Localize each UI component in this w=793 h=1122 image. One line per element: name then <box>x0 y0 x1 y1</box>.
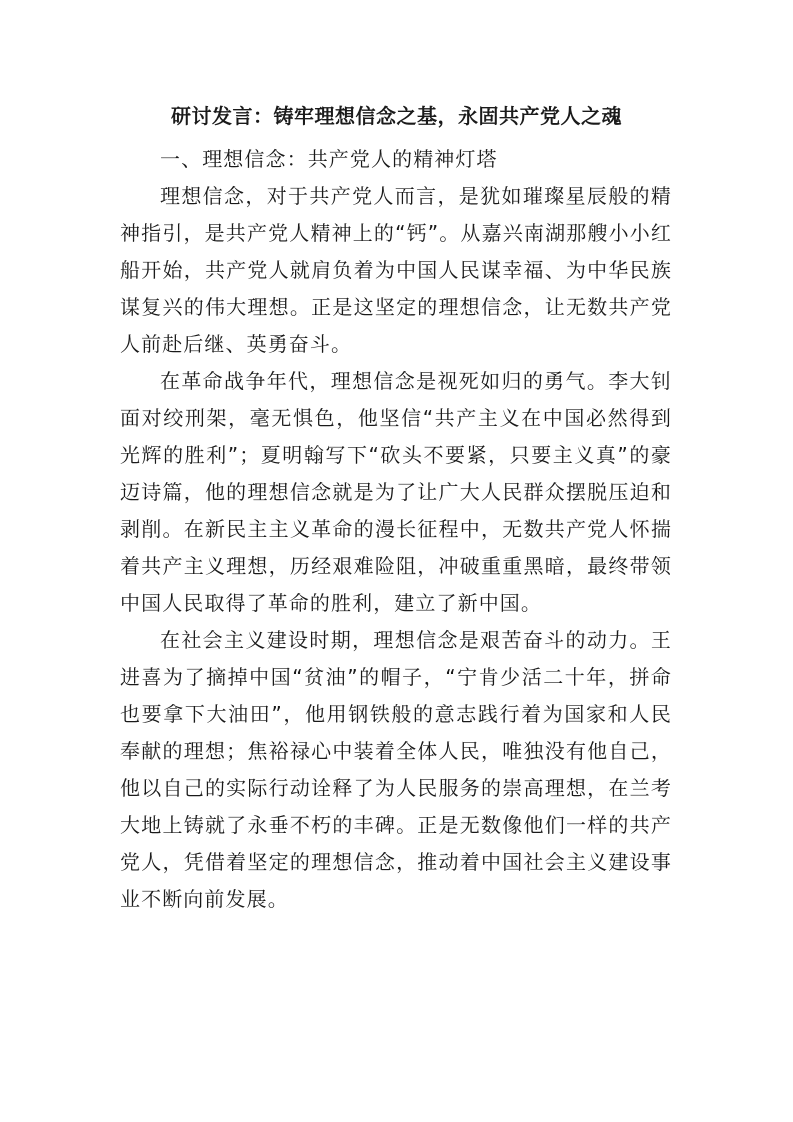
document-body <box>120 141 672 918</box>
paragraph: 理想信念，对于共产党人而言，是犹如璀璨星辰般的精神指引，是共产党人精神上的“钙”。从嘉兴南湖那艘小小红船开始，共产党人就肩负着为中国人民谋幸福、为中华民族谋复兴的伟大理想。正是这坚定的理想信念，让无数共产党人前赴后继、英勇奋斗。 <box>120 184 672 356</box>
document-title: 研讨发言：铸牢理想信念之基，永固共产党人之魂 <box>171 104 622 128</box>
paragraph: 在革命战争年代，理想信念是视死如归的勇气。李大钊面对绞刑架，毫无惧色，他坚信“共产主义在中国必然得到光辉的胜利”；夏明翰写下“砍头不要紧，只要主义真”的豪迈诗篇，他的理想信念就是为了让广大人民群众摆脱压迫和剥削。在新民主主义革命的漫长征程中，无数共产党人怀揣着共产主义理想，历经艰难险阻，冲破重重黑暗，最终带领中国人民取得了革命的胜利，建立了新中国。 <box>120 369 672 615</box>
paragraph: 在社会主义建设时期，理想信念是艰苦奋斗的动力。王进喜为了摘掉中国“贫油”的帽子，“宁肯少活二十年，拼命也要拿下大油田”，他用钢铁般的意志践行着为国家和人民奉献的理想；焦裕禄心中装着全体人民，唯独没有他自己，他以自己的实际行动诠释了为人民服务的崇高理想，在兰考大地上铸就了永垂不朽的丰碑。正是无数像他们一样的共产党人，凭借着坚定的理想信念，推动着中国社会主义建设事业不断向前发展。 <box>120 628 672 911</box>
section-heading: 一、理想信念：共产党人的精神灯塔 <box>160 147 498 171</box>
